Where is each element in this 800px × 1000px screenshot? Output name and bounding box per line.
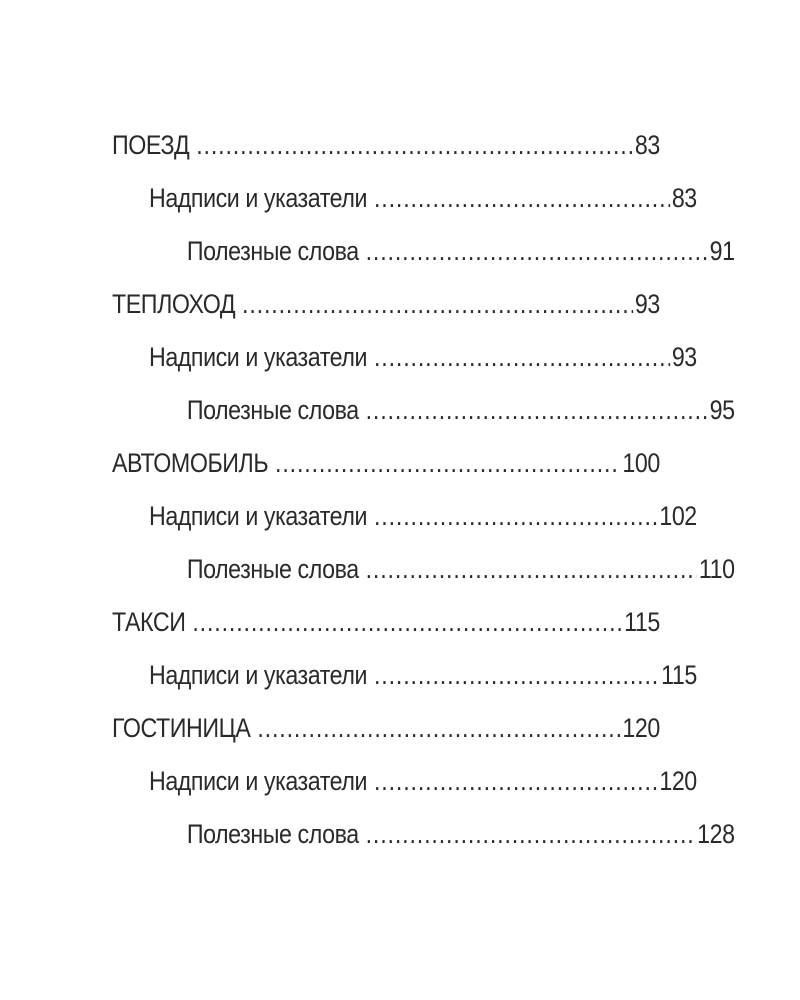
toc-entry-taksi[interactable] [112, 607, 660, 660]
toc-dot-leader [366, 554, 698, 585]
toc-entry-avtomobil[interactable] [112, 448, 660, 501]
toc-entry-page: 100 [622, 448, 660, 478]
toc-entry-page: 83 [671, 183, 697, 213]
toc-entry-page: 95 [709, 395, 735, 425]
toc-dot-leader [374, 501, 658, 532]
toc-entry-page: 115 [661, 660, 697, 690]
toc-entry-page: 128 [697, 819, 735, 849]
toc-dot-leader [192, 607, 622, 638]
toc-entry-page: 91 [709, 236, 735, 266]
toc-entry-title: Полезные слова [186, 395, 359, 425]
toc-entry-page: 93 [634, 289, 660, 319]
toc-entry-title: ПОЕЗД [112, 130, 190, 160]
toc-dot-leader [374, 660, 659, 691]
toc-dot-leader [242, 289, 633, 320]
toc-entry-avtomobil-signs[interactable] [112, 501, 697, 554]
toc-entry-title: Надписи и указатели [148, 501, 368, 531]
toc-entry-title: АВТОМОБИЛЬ [112, 448, 269, 478]
toc-entry-gostinitsa[interactable] [112, 713, 660, 766]
toc-entry-title: Полезные слова [186, 236, 359, 266]
toc-dot-leader [374, 766, 658, 797]
toc-entry-title: Надписи и указатели [148, 183, 368, 213]
toc-entry-page: 93 [671, 342, 697, 372]
toc-dot-leader [366, 236, 708, 267]
toc-entry-title: Полезные слова [186, 819, 359, 849]
toc-entry-title: Надписи и указатели [148, 766, 368, 796]
toc-dot-leader [374, 342, 670, 373]
toc-entry-teplokhod-signs[interactable] [112, 342, 697, 395]
toc-entry-taksi-signs[interactable] [112, 660, 697, 713]
toc-entry-page: 83 [634, 130, 660, 160]
toc-entry-page: 120 [622, 713, 660, 743]
toc-entry-teplokhod-words[interactable] [112, 395, 735, 448]
toc-dot-leader [275, 448, 621, 479]
toc-entry-poezd[interactable] [112, 130, 660, 183]
toc-dot-leader [366, 395, 708, 426]
toc-entry-page: 120 [659, 766, 697, 796]
toc-entry-avtomobil-words[interactable] [112, 554, 735, 607]
toc-entry-title: ТЕПЛОХОД [112, 289, 236, 319]
toc-entry-teplokhod[interactable] [112, 289, 660, 342]
toc-dot-leader [374, 183, 670, 214]
toc-dot-leader [257, 713, 620, 744]
toc-entry-title: ГОСТИНИЦА [112, 713, 251, 743]
toc-entry-title: Надписи и указатели [148, 660, 368, 690]
toc-entry-title: ТАКСИ [112, 607, 186, 637]
toc-entry-title: Полезные слова [186, 554, 359, 584]
toc-entry-page: 115 [624, 607, 660, 637]
toc-entry-poezd-signs[interactable] [112, 183, 697, 236]
toc-entry-page: 110 [698, 554, 735, 584]
toc-dot-leader [366, 819, 696, 850]
toc-entry-poezd-words[interactable] [112, 236, 735, 289]
toc-entry-page: 102 [659, 501, 697, 531]
toc-entry-gostinitsa-words[interactable] [112, 819, 735, 872]
toc-entry-title: Надписи и указатели [148, 342, 368, 372]
table-of-contents [112, 130, 735, 872]
toc-entry-gostinitsa-signs[interactable] [112, 766, 697, 819]
toc-dot-leader [196, 130, 633, 161]
